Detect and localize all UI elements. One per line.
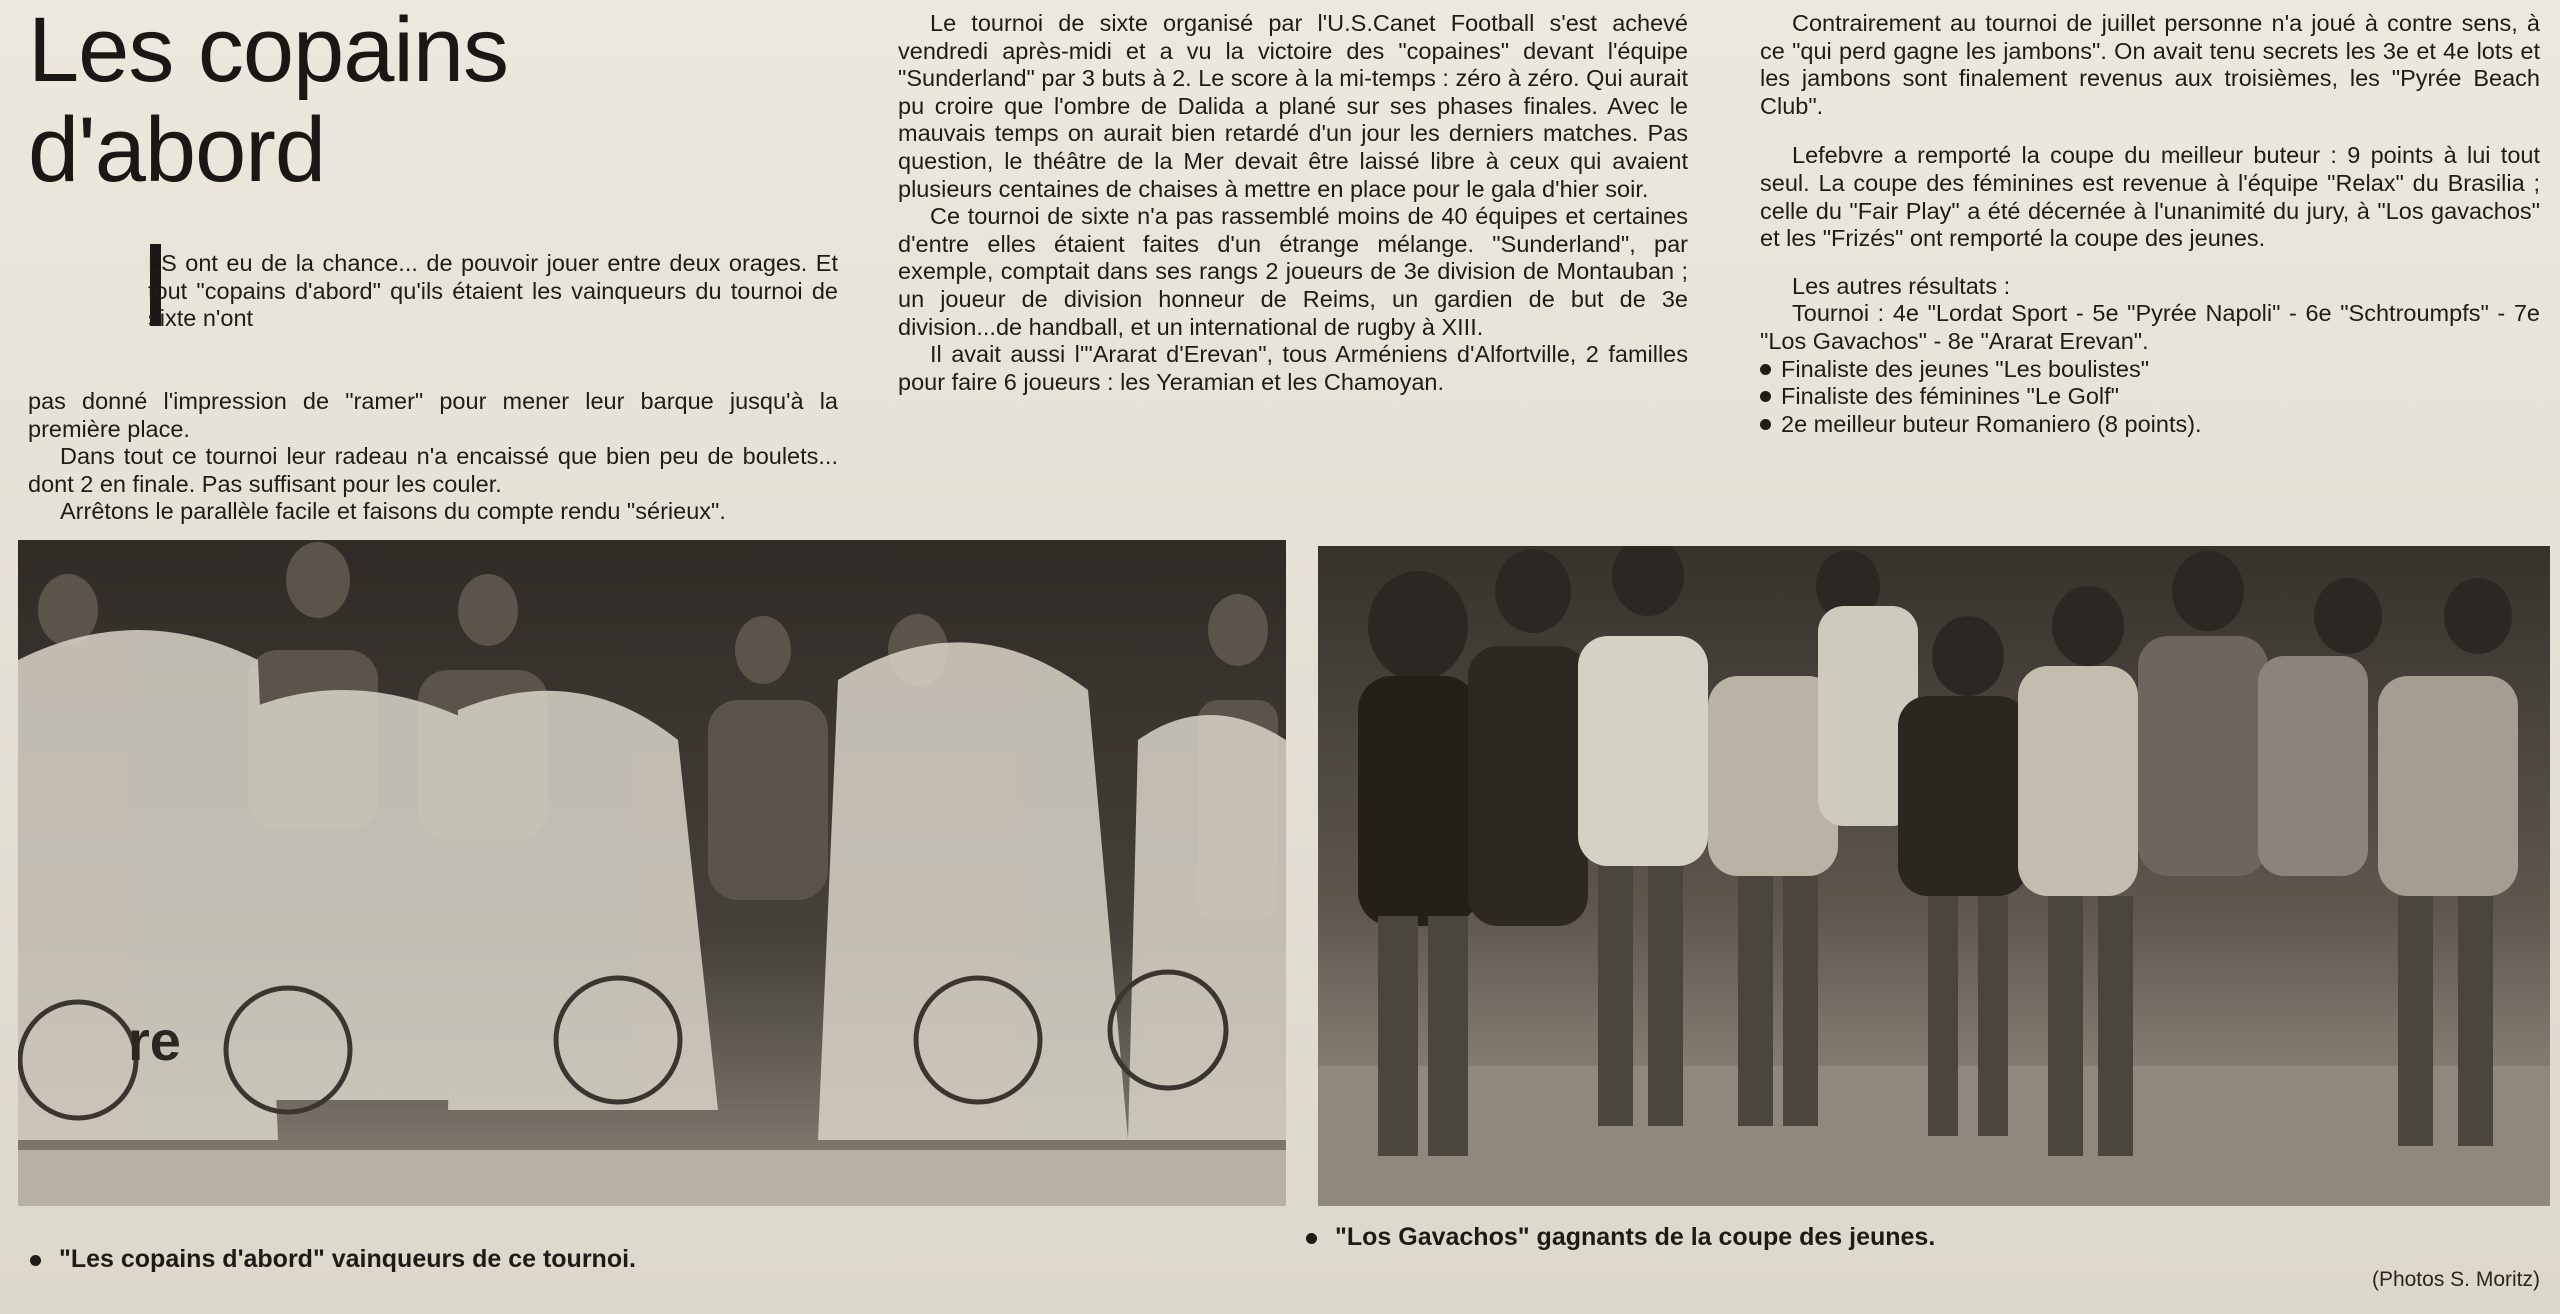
photo-credit: (Photos S. Moritz) [2371,1268,2540,1291]
article-column-1 [28,388,838,526]
paragraph-6: Il avait aussi l'"Ararat d'Erevan", tous Arméniens d'Alfortville, 2 familles pour faire 6 joueurs : les Yeramian et les Chamoyan. [898,341,1688,395]
bullet-icon [1760,364,1771,375]
article-column-2 [898,10,1688,396]
photo-caption-copains [30,1245,636,1274]
results-line: Tournoi : 4e "Lordat Sport - 5e "Pyrée Napoli" - 6e "Schtroumpfs" - 7e "Los Gavachos" - 8e "Ararat Erevan". [1760,300,2540,354]
results-bullet-1 [1760,356,2540,384]
photo-copains-image [18,540,1286,1206]
results-bullet-2 [1760,383,2540,411]
paragraph-3: Arrêtons le parallèle facile et faisons du compte rendu "sérieux". [60,498,726,525]
article-column-3 [1760,10,2540,438]
bullet-icon [1306,1233,1317,1244]
photo-sign-text: re [128,1009,181,1072]
headline-line-2: d'abord [28,99,326,201]
caption-text: "Les copains d'abord" vainqueurs de ce tournoi. [59,1245,636,1273]
paragraph-7: Contrairement au tournoi de juillet personne n'a joué à contre sens, à ce "qui perd gagne les jambons". On avait tenu secrets les 3e et 4e lots et les jambons sont finalement revenus aux troisièmes, les "Pyrée Beach Club". [1760,10,2540,119]
caption-text: "Los Gavachos" gagnants de la coupe des jeunes. [1335,1223,1936,1251]
photo-copains-team [18,540,1286,1206]
paragraph-2: Dans tout ce tournoi leur radeau n'a encaissé que bien peu de boulets... dont 2 en finale. Pas suffisant pour les couler. [28,443,838,497]
lead-paragraph: LS ont eu de la chance... de pouvoir jouer entre deux orages. Et tout "copains d'abord" qu'ils étaient les vainqueurs du tournoi de sixte n'ont [148,250,838,332]
article-lead-column [148,250,838,333]
bullet-text: Finaliste des jeunes "Les boulistes" [1781,355,2150,382]
photo-gavachos-image [1318,546,2550,1206]
bullet-text: Finaliste des féminines "Le Golf" [1781,383,2120,410]
paragraph-5: Ce tournoi de sixte n'a pas rassemblé moins de 40 équipes et certaines d'entre elles étaient faites d'un étrange mélange. "Sunderland", par exemple, comptait dans ses rangs 2 joueurs de 3e division de Montauban ; un joueur de division honneur de Reims, un gardien de but de 3e division...de handball, et un international de rugby à XIII. [898,203,1688,340]
paragraph-1-continued: pas donné l'impression de "ramer" pour mener leur barque jusqu'à la première place. [28,388,838,442]
paragraph-4: Le tournoi de sixte organisé par l'U.S.Canet Football s'est achevé vendredi après-midi et a vu la victoire des "copaines" devant l'équipe "Sunderland" par 3 buts à 2. Le score à la mi-temps : zéro à zéro. Qui aurait pu croire que l'ombre de Dalida a plané sur ses phases finales. Avec le mauvais temps on aurait bien retardé d'un jour les derniers matches. Pas question, le théâtre de la Mer devait être laissé libre à ceux qui avaient plusieurs centaines de chaises à mettre en place pour le gala d'hier soir. [898,10,1688,202]
article-headline [28,0,708,200]
results-bullet-3 [1760,411,2540,439]
bullet-text: 2e meilleur buteur Romaniero (8 points). [1781,410,2202,437]
results-title: Les autres résultats : [1792,272,2011,299]
results-block [1760,273,2540,439]
paragraph-8: Lefebvre a remporté la coupe du meilleur buteur : 9 points à lui tout seul. La coupe des féminines est revenue à l'équipe "Relax" du Brasilia ; celle du "Fair Play" a été décernée à l'unanimité du jury, à "Los gavachos" et les "Frizés" ont remporté la coupe des jeunes. [1760,142,2540,252]
photo-gavachos-team [1318,546,2550,1206]
headline-line-1: Les copains [28,0,508,101]
bullet-icon [1760,391,1771,402]
bullet-icon [30,1255,41,1266]
photo-caption-gavachos [1306,1223,1935,1252]
bullet-icon [1760,419,1771,430]
